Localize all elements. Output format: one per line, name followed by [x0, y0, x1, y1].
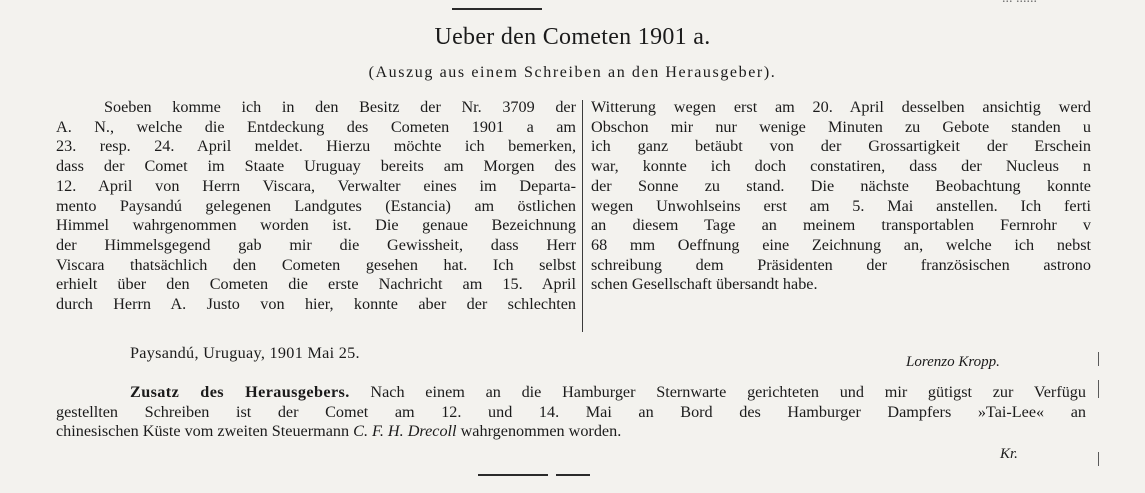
top-rule: [452, 8, 542, 10]
text-line: 68 mm Oeffnung eine Zeichnung an, welche ich nebst: [591, 235, 1091, 254]
text-line: an diesem Tage an meinem transportablen Fernrohr v: [591, 216, 1091, 235]
addendum-text: Nach einem an die Hamburger Sternwarte gerichteten und mir gütigst zur Verfügu: [370, 383, 1086, 401]
text-line: 12. April von Herrn Viscara, Verwalter eines im Departa-: [56, 176, 576, 195]
margin-mark: [1098, 352, 1099, 366]
person-name: C. F. H. Drecoll: [353, 422, 457, 441]
text-line: ich ganz betäubt von der Grossartigkeit der Erschein: [591, 137, 1091, 156]
text-line: Soeben komme ich in den Besitz der Nr. 3709 der: [104, 98, 576, 116]
text-line: durch Herrn A. Justo von hier, konnte aber der schlechten: [56, 295, 576, 314]
text-line: war, konnte ich doch constatiren, dass der Nucleus n: [591, 157, 1091, 176]
text-line: wegen Unwohlseins erst am 5. Mai anstellen. Ich ferti: [591, 196, 1091, 215]
editor-initials: Kr.: [1000, 446, 1018, 462]
column-divider: [582, 100, 583, 332]
bottom-rule: [556, 474, 590, 476]
addendum-text: chinesischen Küste vom zweiten Steuermann: [56, 422, 350, 441]
text-line: A. N., welche die Entdeckung des Cometen 1901 a am: [56, 117, 576, 136]
text-line: schen Gesellschaft übersandt habe.: [591, 275, 818, 294]
article-subtitle: (Auszug aus einem Schreiben an den Herausgeber).: [368, 64, 777, 81]
text-line: Obschon mir nur wenige Minuten zu Gebote standen u: [591, 117, 1091, 136]
addendum-lead: Zusatz des Herausgebers.: [130, 383, 350, 401]
text-line: gestellten Schreiben ist der Comet am 12. und 14. Mai an Bord des Hamburger Dampfers »Tai-Lee« an: [56, 402, 1086, 421]
editor-addendum: [56, 383, 1086, 442]
text-line: Himmel wahrgenommen worden ist. Die genaue Bezeichnung: [56, 216, 576, 235]
text-line: der Sonne zu stand. Die nächste Beobachtung konnte: [591, 176, 1091, 195]
text-line: Viscara thatsächlich den Cometen gesehen hat. Ich selbst: [56, 255, 576, 274]
margin-mark: [1098, 452, 1099, 466]
margin-mark: [1098, 380, 1099, 398]
right-column: [591, 98, 1091, 295]
text-line: erhielt über den Cometen die erste Nachricht am 15. April: [56, 275, 576, 294]
text-line: 23. resp. 24. April meldet. Hierzu möchte ich bemerken,: [56, 137, 576, 156]
text-line: Witterung wegen erst am 20. April desselben ansichtig werd: [591, 98, 1091, 116]
article-title: Ueber den Cometen 1901 a.: [434, 24, 711, 50]
text-line: der Himmelsgegend gab mir die Gewissheit, dass Herr: [56, 235, 576, 254]
bottom-rule: [478, 474, 548, 476]
text-line: [56, 422, 1086, 442]
text-line: schreibung dem Präsidenten der französischen astrono: [591, 255, 1091, 274]
place-and-date: Paysandú, Uruguay, 1901 Mai 25.: [130, 344, 360, 362]
author-signature: Lorenzo Kropp.: [906, 354, 1000, 370]
text-line: [56, 383, 1086, 403]
text-line: mento Paysandú gelegenen Landgutes (Estancia) am östlichen: [56, 196, 576, 215]
addendum-text: wahrgenommen worden.: [460, 422, 622, 441]
left-column: [56, 98, 576, 315]
cropped-header-text: [1002, 0, 1037, 7]
text-line: dass der Comet im Staate Uruguay bereits am Morgen des: [56, 157, 576, 176]
